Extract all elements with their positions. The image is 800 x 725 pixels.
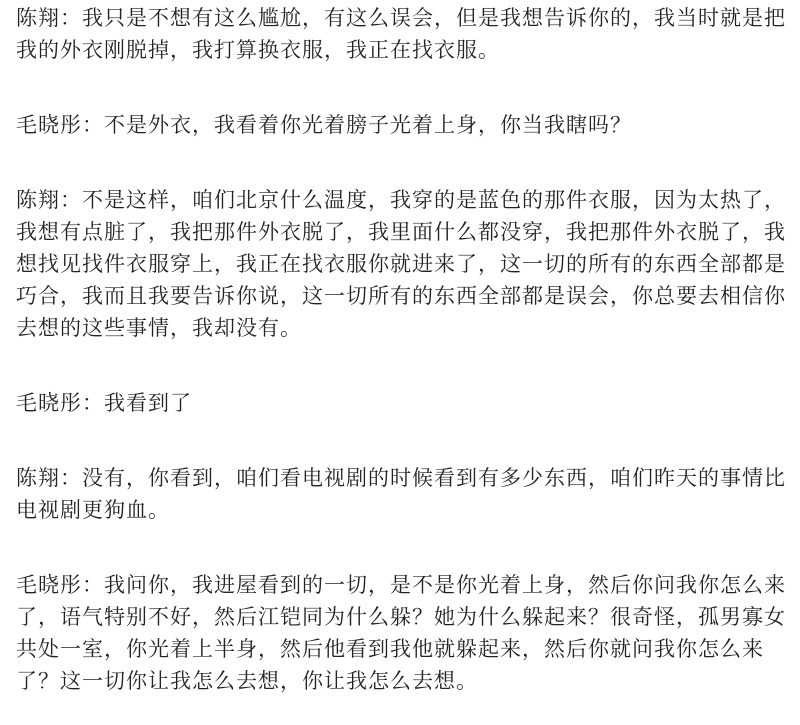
dialogue-paragraph: 陈翔：我只是不想有这么尴尬，有这么误会，但是我想告诉你的，我当时就是把我的外衣刚脱掉，我打算换衣服，我正在找衣服。: [16, 6, 786, 62]
dialogue-paragraph: 毛晓彤：我看到了: [16, 391, 192, 415]
dialogue-paragraph: 毛晓彤：我问你，我进屋看到的一切，是不是你光着上身，然后你问我你怎么来了，语气特别不好，然后江铠同为什么躲？她为什么躲起来？很奇怪，孤男寡女共处一室，你光着上半身，然后他看到我他就躲起来，然后你就问我你怎么来了？这一切你让我怎么去想，你让我怎么去想。: [16, 573, 786, 693]
dialogue-paragraph: 陈翔：不是这样，咱们北京什么温度，我穿的是蓝色的那件衣服，因为太热了，我想有点脏了，我把那件外衣脱了，我里面什么都没穿，我把那件外衣脱了，我想找见找件衣服穿上，我正在找衣服你就进来了，这一切的所有的东西全部都是巧合，我而且我要告诉你说，这一切所有的东西全部都是误会，你总要去相信你去想的这些事情，我却没有。: [16, 188, 786, 340]
dialogue-paragraph: 毛晓彤：不是外衣，我看着你光着膀子光着上身，你当我瞎吗？: [16, 113, 632, 137]
dialogue-paragraph: 陈翔：没有，你看到，咱们看电视剧的时候看到有多少东西，咱们昨天的事情比电视剧更狗血。: [16, 466, 786, 522]
